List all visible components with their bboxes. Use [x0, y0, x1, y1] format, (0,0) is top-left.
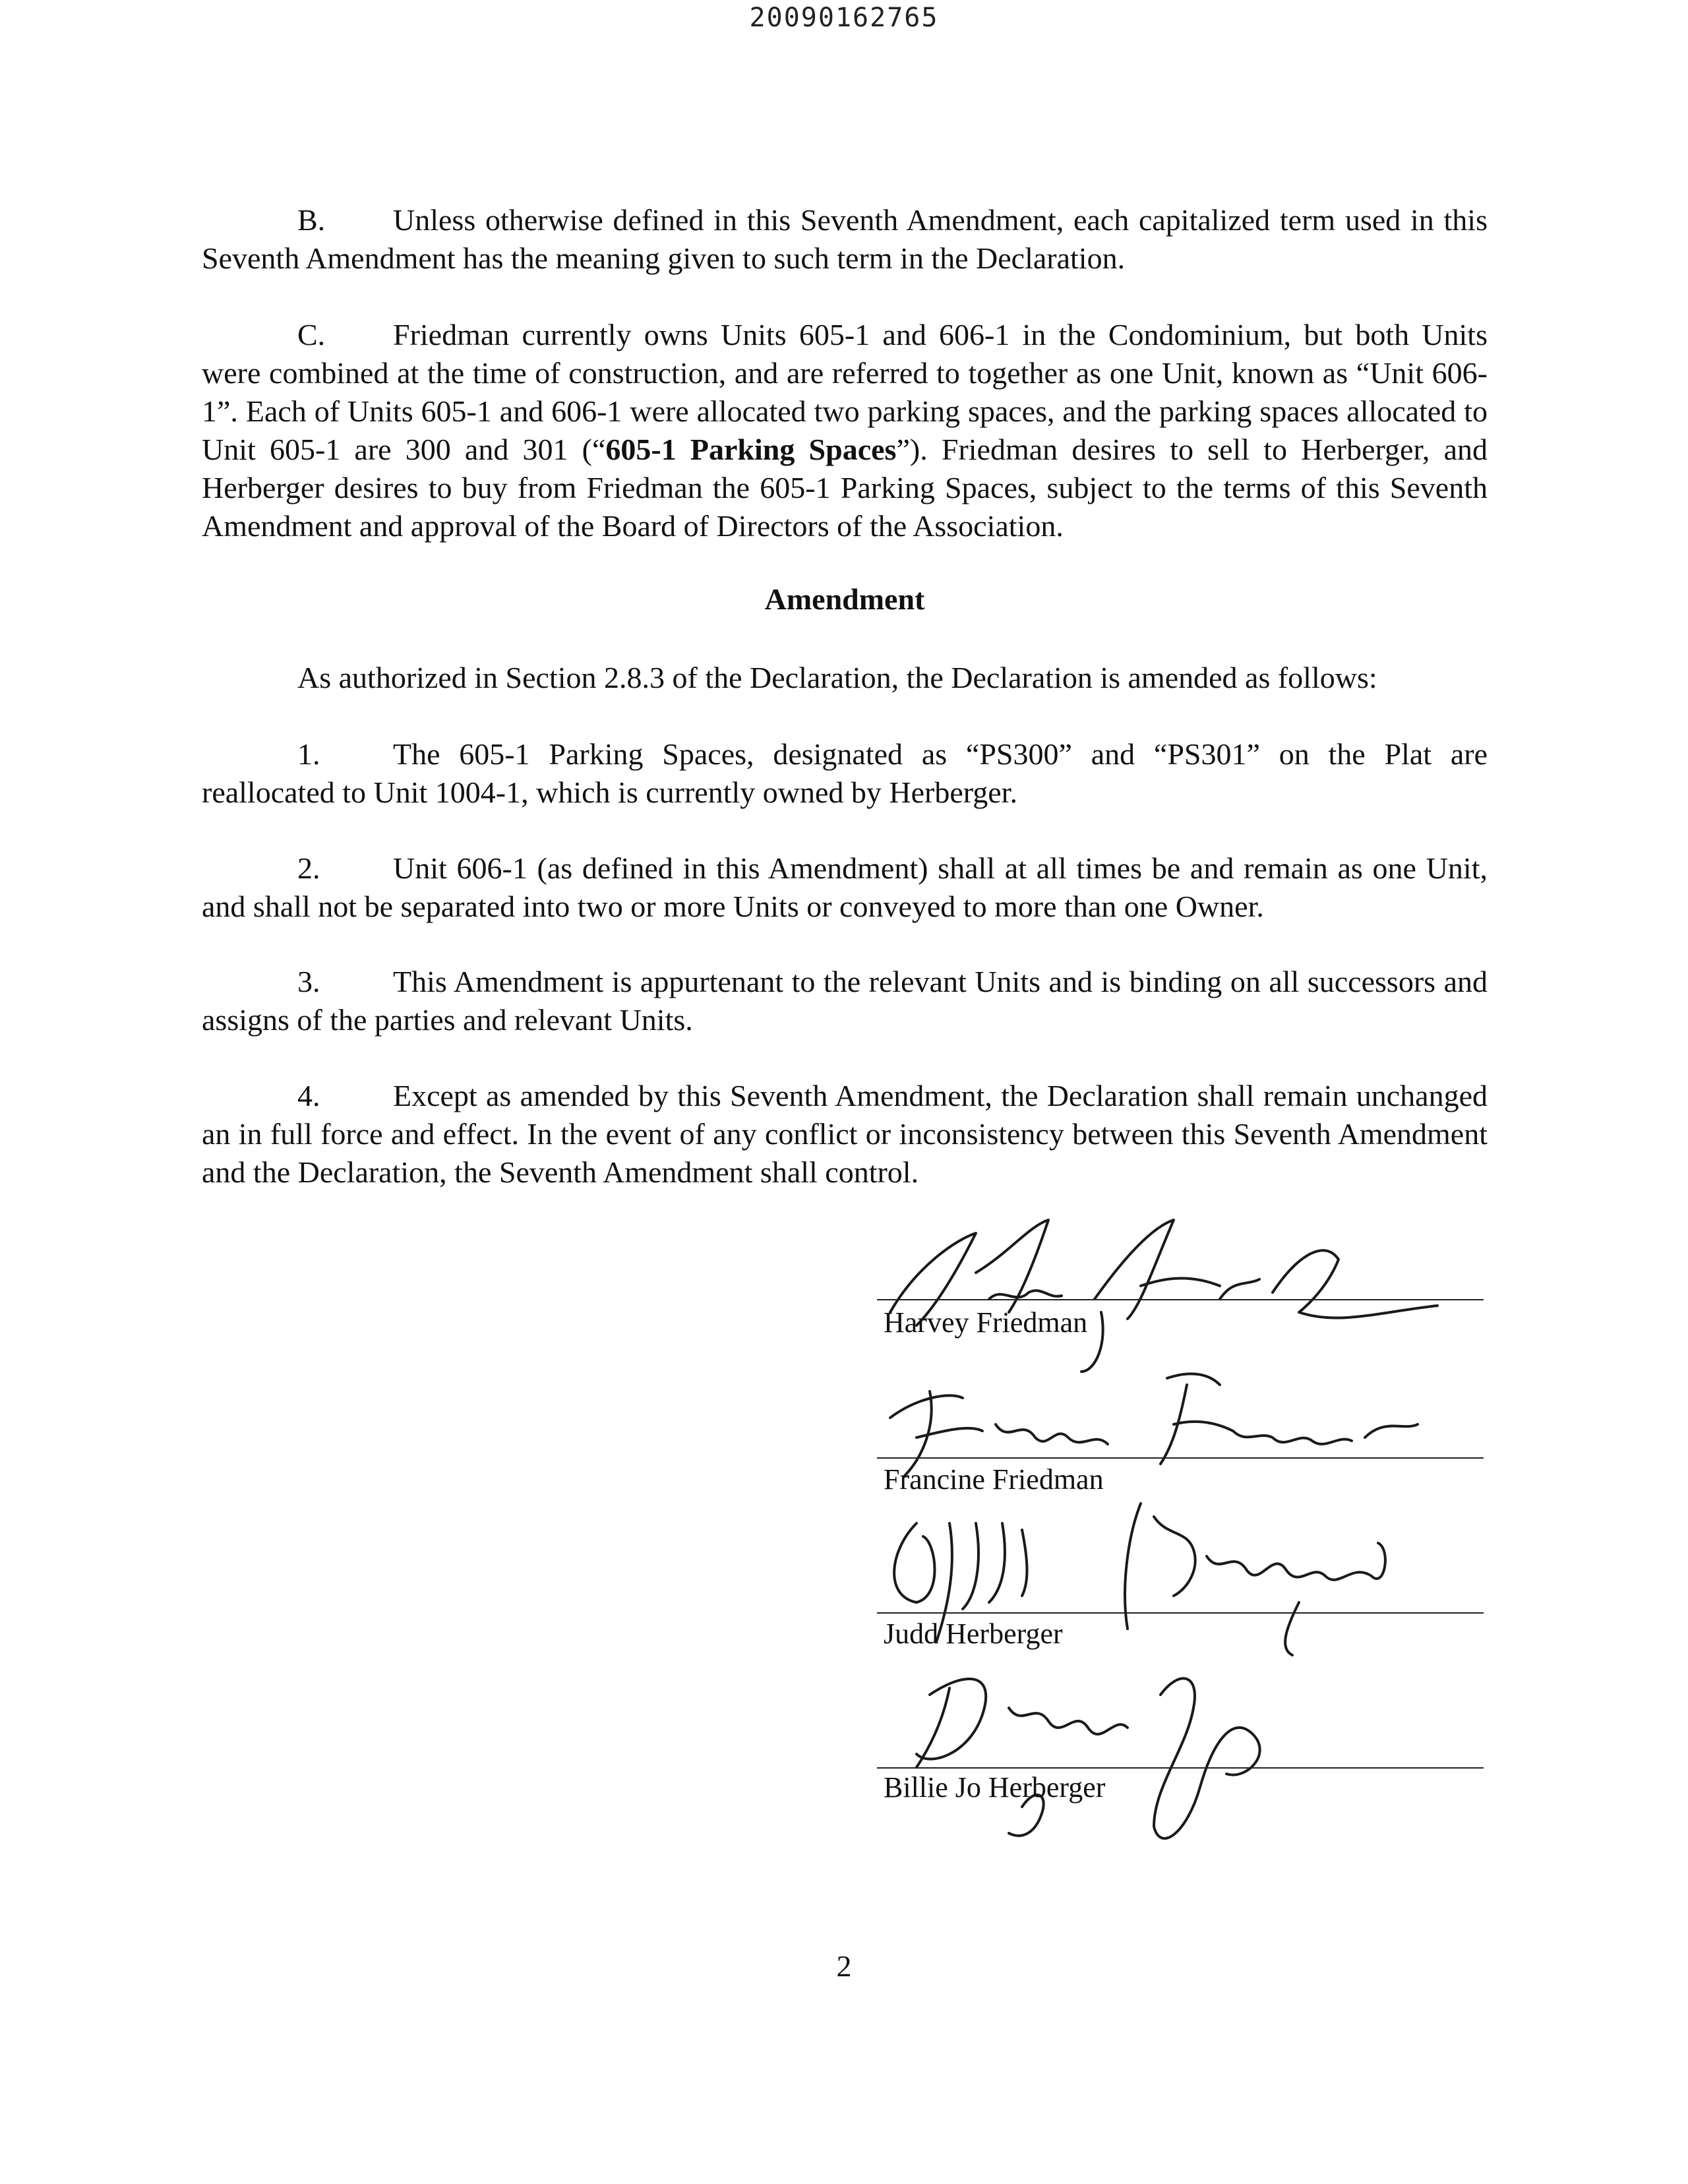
- item-text: Except as amended by this Seventh Amendment, the Declaration shall remain unchanged an in full force and effect. In the event of any conflict or inconsistency between this Seventh Amendment and the Declaration, the Seventh Amendment shall control.: [202, 1079, 1488, 1189]
- recital-b: [202, 201, 1488, 278]
- amendment-item-3: [202, 963, 1488, 1039]
- item-number: 4.: [297, 1079, 320, 1112]
- signatory-name: Harvey Friedman: [884, 1306, 1088, 1339]
- handwritten-signature: [877, 1497, 1484, 1682]
- signatory-name: Francine Friedman: [884, 1463, 1104, 1496]
- recital-text: Unless otherwise defined in this Seventh Amendment, each capitalized term used in this Seventh Amendment has the meaning given to such term in the Declaration.: [202, 203, 1488, 275]
- recital-label: B.: [297, 203, 326, 237]
- recital-label: C.: [297, 318, 326, 351]
- signature-block-billie-jo: [877, 1655, 1484, 1866]
- signature-line: [877, 1767, 1484, 1769]
- recital-text: Friedman currently owns Units 605-1 and 606-1 in the Condominium, but both Units were combined at the time of construction, and are referred to together as one Unit, known as “Unit 606-1”. Each of Units 605-1 and 606-1 were allocated two parking spaces, and the parking spaces allocated to Unit 605-1 are 300 and 301 (“: [202, 318, 1488, 466]
- item-number: 3.: [297, 965, 320, 998]
- signatory-name: Judd Herberger: [884, 1618, 1063, 1650]
- signature-line: [877, 1612, 1484, 1614]
- handwritten-signature: [877, 1213, 1484, 1372]
- signature-line: [877, 1299, 1484, 1300]
- defined-term: 605-1 Parking Spaces: [605, 433, 897, 466]
- signature-block-francine: [877, 1365, 1484, 1497]
- item-number: 1.: [297, 737, 320, 771]
- page-number: 2: [836, 1949, 852, 1983]
- amendment-item-4: [202, 1077, 1488, 1192]
- recital-c: [202, 316, 1488, 545]
- item-text: This Amendment is appurtenant to the relevant Units and is binding on all successors and assigns of the parties and relevant Units.: [202, 965, 1488, 1037]
- item-text: The 605-1 Parking Spaces, designated as “PS300” and “PS301” on the Plat are reallocated to Unit 1004-1, which is currently owned by Herberger.: [202, 737, 1488, 809]
- signature-line: [877, 1457, 1484, 1459]
- item-number: 2.: [297, 851, 320, 885]
- signatory-name: Billie Jo Herberger: [884, 1771, 1106, 1804]
- amendment-item-2: [202, 849, 1488, 926]
- amendment-intro: [202, 659, 1488, 697]
- amendment-item-1: [202, 735, 1488, 812]
- document-number: 20090162765: [749, 3, 939, 33]
- amendment-intro-text: As authorized in Section 2.8.3 of the Declaration, the Declaration is amended as follows:: [297, 661, 1377, 694]
- signature-block-judd: [877, 1497, 1484, 1668]
- recital-text-continued: ”). Friedman desires to sell to Herberger, and Herberger desires to buy from Friedman the 605-1 Parking Spaces, subject to the terms of this Seventh Amendment and approval of the Board of Directors of the Association.: [202, 433, 1488, 543]
- signature-block-harvey: [877, 1213, 1484, 1358]
- item-text: Unit 606-1 (as defined in this Amendment) shall at all times be and remain as one Unit, and shall not be separated into two or more Units or conveyed to more than one Owner.: [202, 851, 1488, 923]
- section-heading: Amendment: [764, 582, 925, 616]
